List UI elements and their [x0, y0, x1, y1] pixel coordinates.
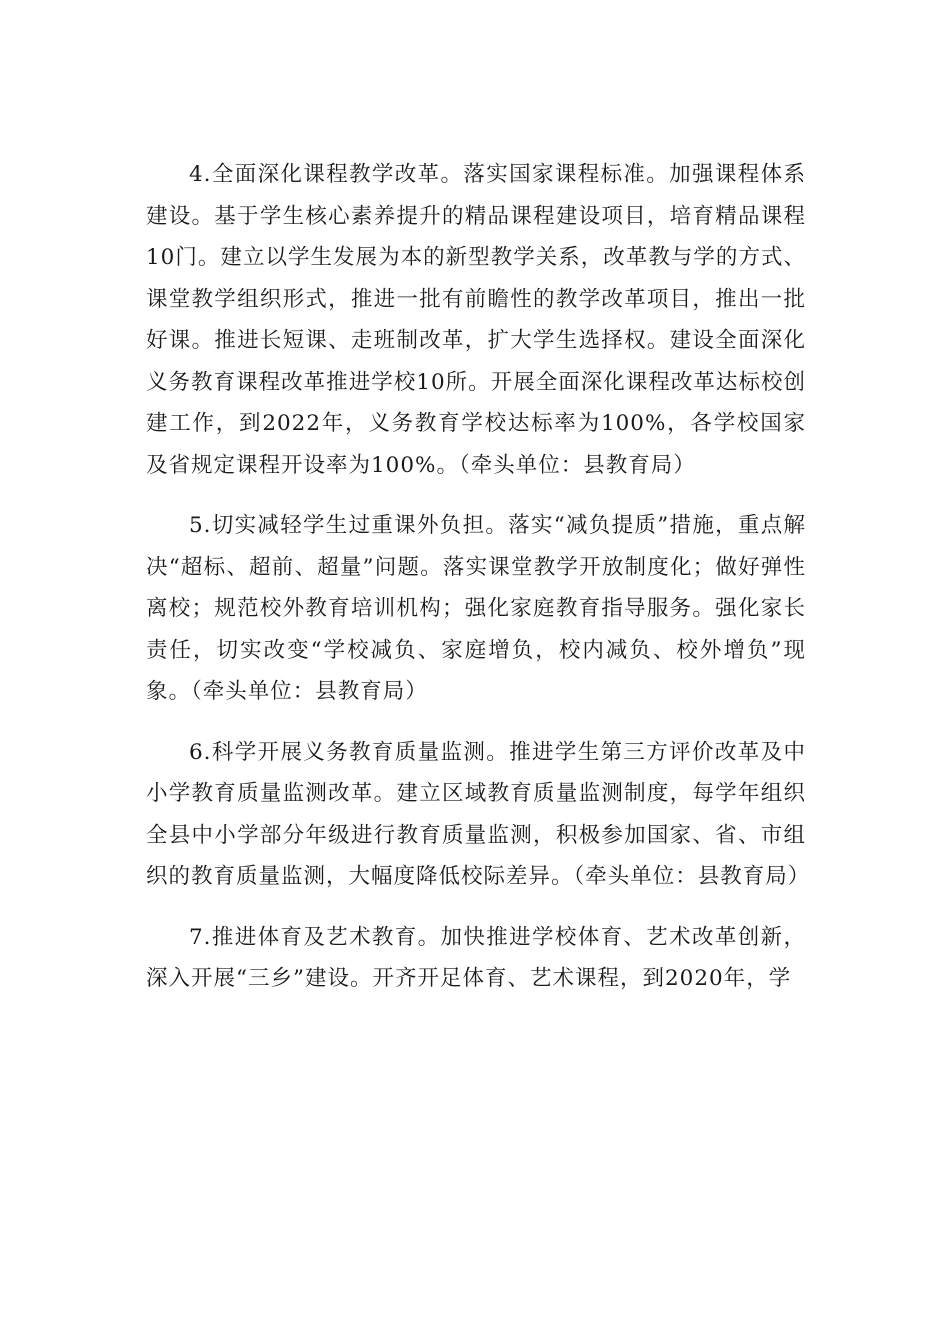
paragraph-course-reform: 4.全面深化课程教学改革。落实国家课程标准。加强课程体系建设。基于学生核心素养提升的精品课程建设项目，培育精品课程10门。建立以学生发展为本的新型教学关系，改革教与学的方式、课堂教学组织形式，推进一批有前瞻性的教学改革项目，推出一批好课。推进长短课、走班制改革，扩大学生选择权。建设全面深化义务教育课程改革推进学校10所。开展全面深化课程改革达标校创建工作，到2022年，义务教育学校达标率为100%，各学校国家及省规定课程开设率为100%。（牵头单位：县教育局）: [146, 162, 806, 478]
paragraph-reduce-burden: 5.切实减轻学生过重课外负担。落实“减负提质”措施，重点解决“超标、超前、超量”问题。落实课堂教学开放制度化；做好弹性离校；规范校外教育培训机构；强化家庭教育指导服务。强化家长责任，切实改变“学校减负、家庭增负，校内减负、校外增负”现象。（牵头单位：县教育局）: [146, 513, 806, 704]
paragraph-quality-monitoring: 6.科学开展义务教育质量监测。推进学生第三方评价改革及中小学教育质量监测改革。建立区域教育质量监测制度，每学年组织全县中小学部分年级进行教育质量监测，积极参加国家、省、市组织的教育质量监测，大幅度降低校际差异。（牵头单位：县教育局）: [146, 739, 811, 889]
document-body: [146, 154, 811, 1000]
paragraph-sports-arts: 7.推进体育及艺术教育。加快推进学校体育、艺术改革创新，深入开展“三乡”建设。开齐开足体育、艺术课程，到2020年，学: [146, 924, 806, 991]
